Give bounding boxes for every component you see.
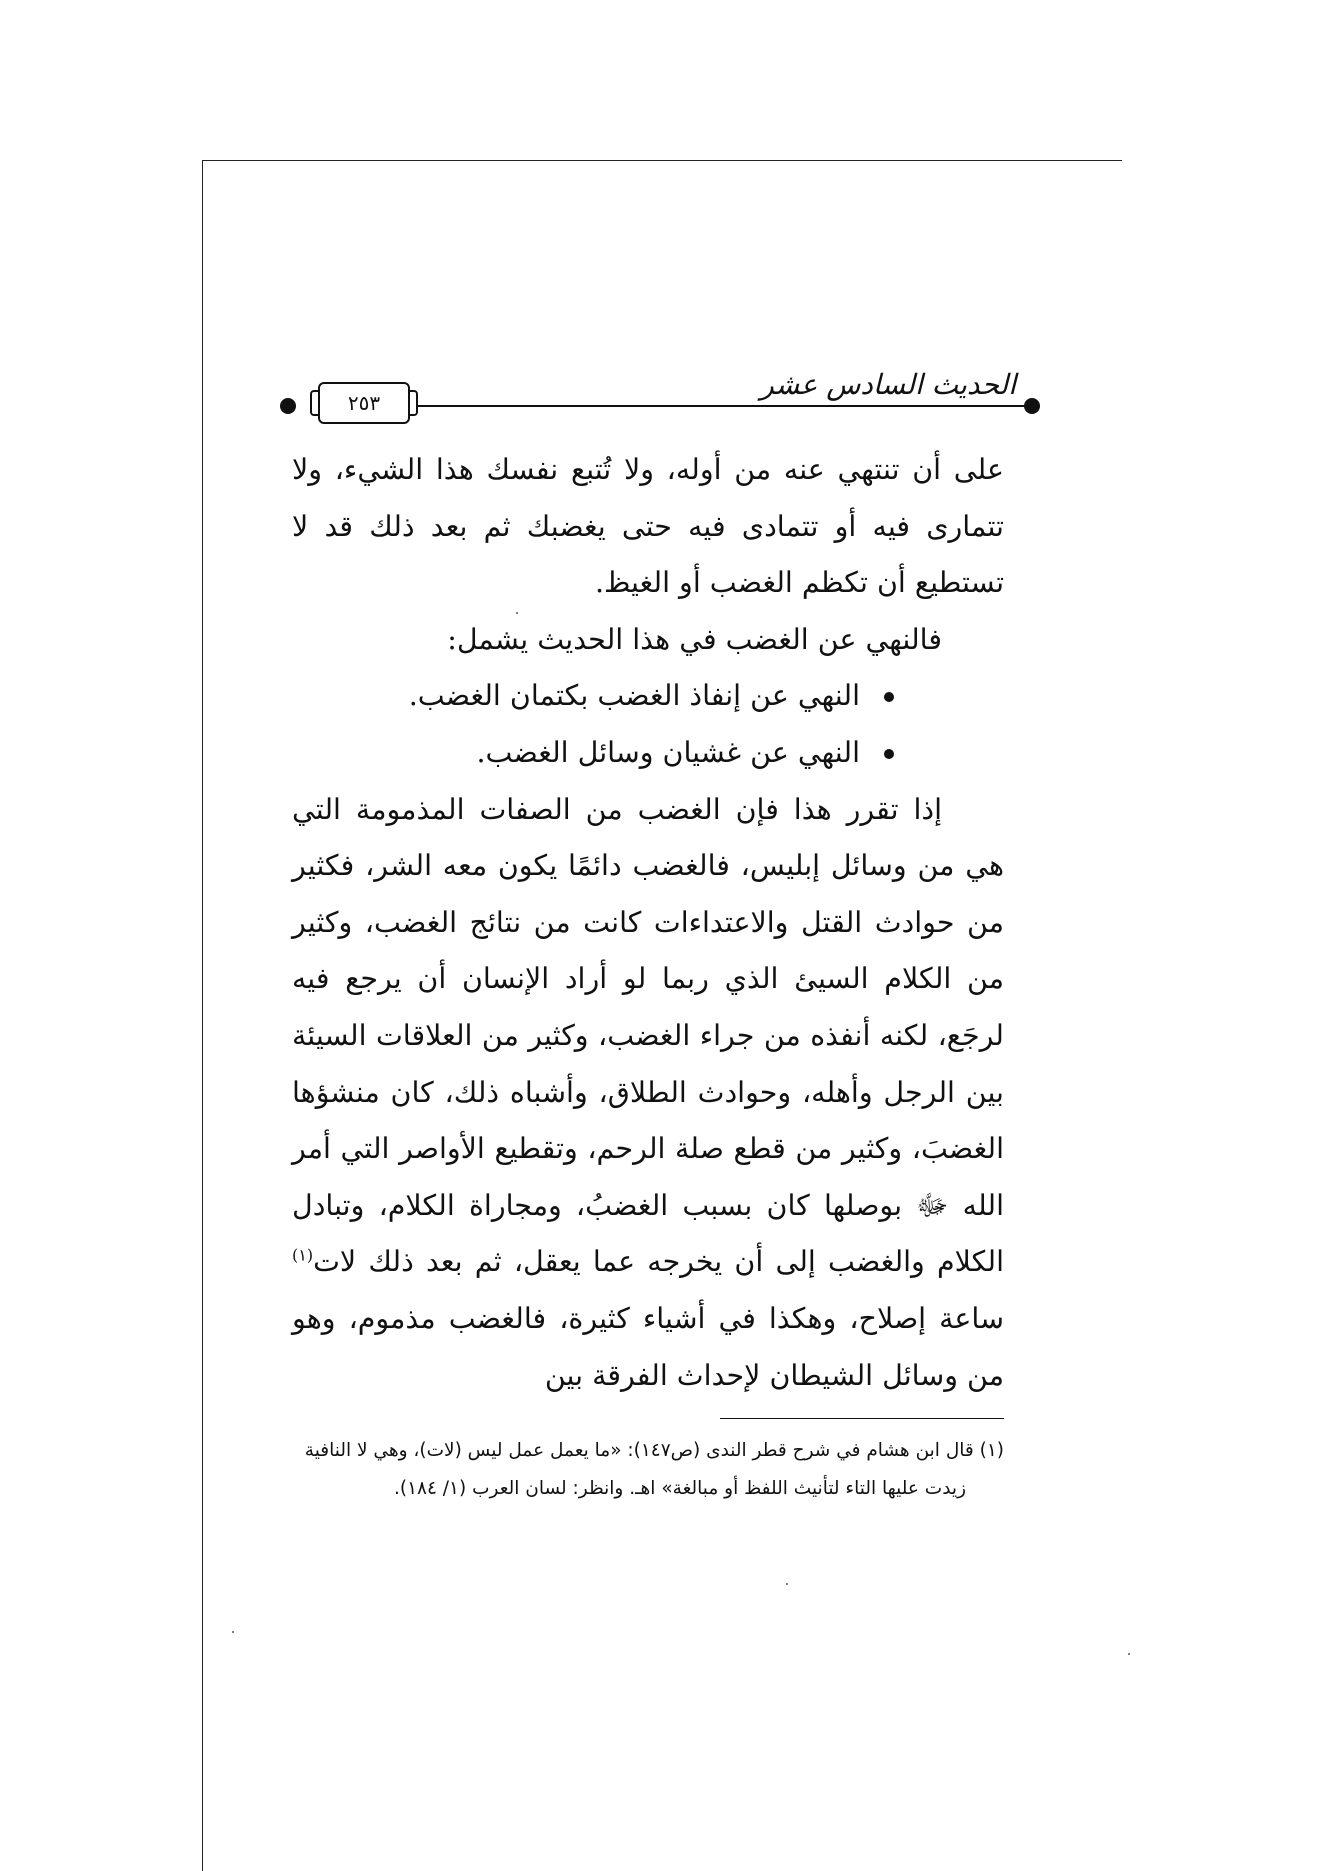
scan-speck — [786, 1583, 788, 1585]
running-title: الحديث السادس عشر — [756, 368, 1020, 401]
scan-crop-line-left — [202, 160, 203, 1871]
header-ornament-dot-right — [1024, 398, 1040, 414]
body-text — [292, 442, 1004, 1404]
footnotes — [292, 1432, 1004, 1508]
footnote-1-line-1: (١) قال ابن هشام في شرح قطر الندى (ص١٤٧): «ما يعمل عمل ليس (لات)، وهي لا النافية — [304, 1440, 1004, 1461]
footnote-reference[interactable]: (١) — [292, 1245, 314, 1265]
paragraph-3-text-end: ساعة إصلاح، وهكذا في أشياء كثيرة، فالغضب مذموم، وهو من وسائل الشيطان لإحداث الفرقة بين — [292, 1301, 1004, 1392]
footnote-1-line-2: زيدت عليها التاء لتأنيث اللفظ أو مبالغة» اهـ. وانظر: لسان العرب (١/ ١٨٤). — [394, 1478, 966, 1499]
scan-speck — [232, 1631, 234, 1633]
header-rule — [335, 405, 1026, 407]
header-ornament-dot-left — [280, 398, 296, 414]
bullet-list — [292, 668, 1004, 781]
running-header — [280, 368, 1040, 422]
paragraph-1: على أن تنتهي عنه من أوله، ولا تُتبع نفسك هذا الشيء، ولا تتمارى فيه أو تتمادى فيه حتى يغضبك ثم بعد ذلك قد لا تستطيع أن تكظم الغضب أو الغيظ. — [292, 453, 1004, 600]
bullet-item: النهي عن غشيان وسائل الغضب. — [292, 725, 860, 782]
page-number: ٢٥٣ — [318, 382, 410, 424]
paragraph-2: فالنهي عن الغضب في هذا الحديث يشمل: — [447, 622, 942, 656]
paragraph-3 — [292, 782, 1004, 1405]
paragraph-3-text: إذا تقرر هذا فإن الغضب من الصفات المذمومة التي هي من وسائل إبليس، فالغضب دائمًا يكون معه الشر، فكثير من حوادث القتل والاعتداءات كانت من نتائج الغضب، وكثير من الكلام السيئ الذي ربما لو أراد الإنسان أن يرجع فيه لرجَع، لكنه أنفذه من جراء الغضب، وكثير من العلاقات السيئة بين الرجل وأهله، وحوادث الطلاق، وأشباه ذلك، كان منشؤها الغضبَ، وكثير من قطع صلة الرحم، وتقطيع الأواصر التي أمر الله ﷻ بوصلها كان بسبب الغضبُ، ومجاراة الكلام، وتبادل الكلام والغضب إلى أن يخرجه عما يعقل، ثم بعد ذلك لات — [292, 792, 1004, 1279]
scan-speck — [516, 612, 518, 614]
footnote-separator — [720, 1418, 1004, 1419]
scan-speck — [1128, 1653, 1130, 1655]
scan-crop-line-top — [202, 160, 1122, 161]
bullet-item: النهي عن إنفاذ الغضب بكتمان الغضب. — [292, 668, 860, 725]
